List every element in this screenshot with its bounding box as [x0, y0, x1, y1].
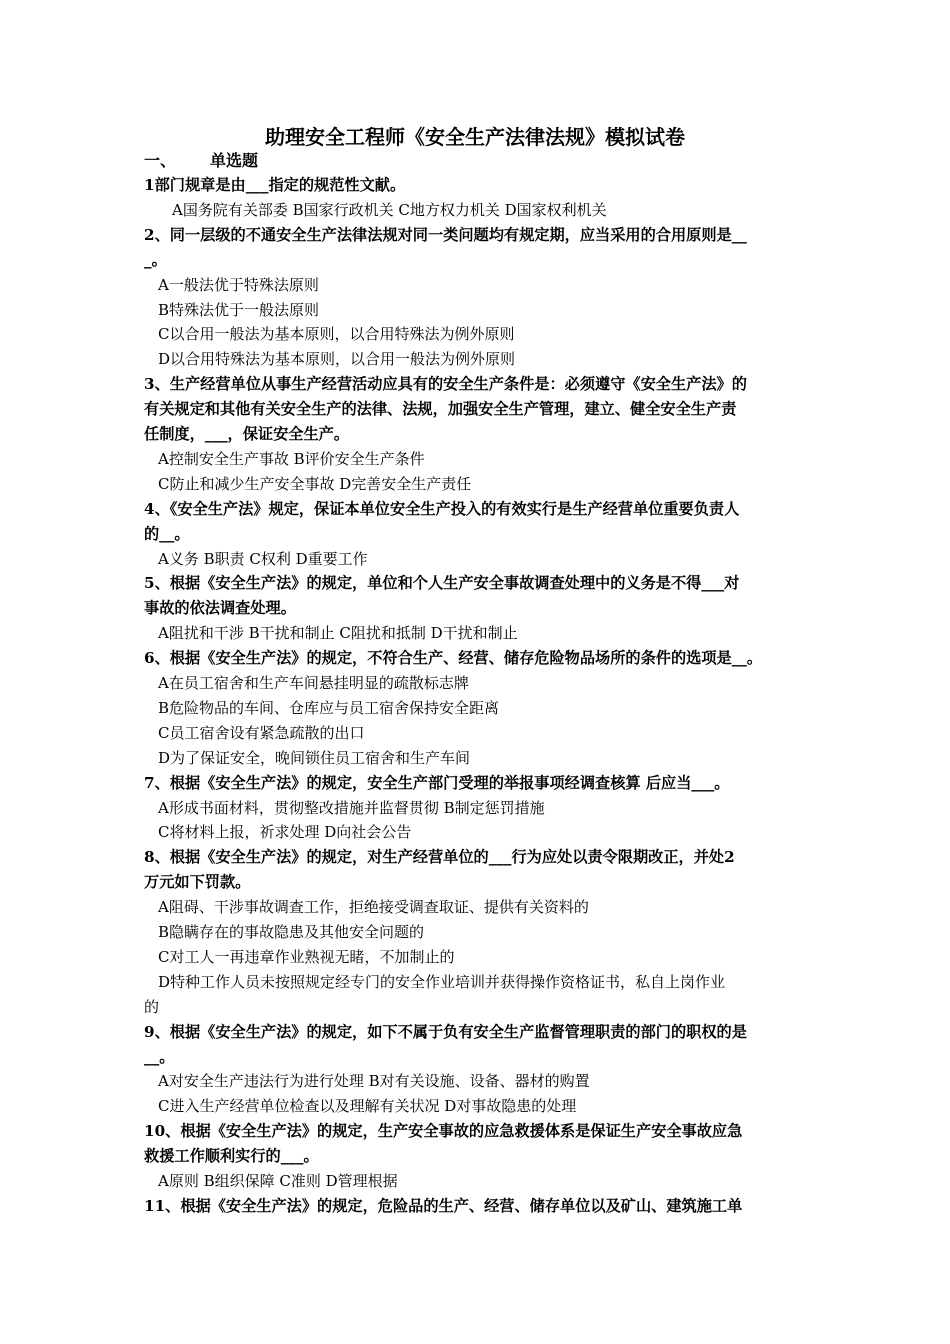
question-text: 1部门规章是由___指定的规范性文献。	[144, 176, 406, 194]
answer-options: C员工宿舍设有紧急疏散的出口	[158, 724, 365, 742]
question-text: _。	[144, 251, 167, 269]
question-text: 6、根据《安全生产法》的规定，不符合生产、经营、储存危险物品场所的条件的选项是__。	[144, 649, 763, 667]
section-heading	[144, 150, 258, 172]
answer-options: A阻扰和干涉 B干扰和制止 C阻扰和抵制 D干扰和制止	[158, 624, 518, 642]
answer-options: A一般法优于特殊法原则	[158, 276, 319, 294]
answer-options: A阻碍、干涉事故调查工作，拒绝接受调查取证、提供有关资料的	[158, 898, 589, 916]
answer-options: A形成书面材料，贯彻整改措施并监督贯彻 B制定惩罚措施	[158, 799, 545, 817]
answer-options: A国务院有关部委 B国家行政机关 C地方权力机关 D国家权利机关	[172, 201, 607, 219]
answer-options: C防止和减少生产安全事故 D完善安全生产责任	[158, 475, 472, 493]
question-text: 5、根据《安全生产法》的规定，单位和个人生产安全事故调查处理中的义务是不得___对	[144, 574, 740, 592]
page-title: 助理安全工程师《安全生产法律法规》模拟试卷	[265, 125, 685, 149]
question-text: 3、生产经营单位从事生产经营活动应具有的安全生产条件是：必须遵守《安全生产法》的	[144, 375, 747, 393]
question-text: 9、根据《安全生产法》的规定，如下不属于负有安全生产监督管理职责的部门的职权的是	[144, 1023, 747, 1041]
answer-options: D特种工作人员未按照规定经专门的安全作业培训并获得操作资格证书，私自上岗作业	[158, 973, 726, 991]
answer-options: D以合用特殊法为基本原则，以合用一般法为例外原则	[158, 350, 516, 368]
section-number: 一、	[144, 151, 177, 170]
continuation-text: 的	[144, 998, 160, 1016]
question-text: 2、同一层级的不通安全生产法律法规对同一类问题均有规定期，应当采用的合用原则是__	[144, 226, 747, 244]
answer-options: C以合用一般法为基本原则，以合用特殊法为例外原则	[158, 325, 515, 343]
question-text: 有关规定和其他有关安全生产的法律、法规，加强安全生产管理，建立、健全安全生产责	[144, 400, 737, 418]
answer-options: A原则 B组织保障 C准则 D管理根据	[158, 1172, 398, 1190]
question-text: 任制度，___，保证安全生产。	[144, 425, 350, 443]
answer-options: D为了保证安全，晚间锁住员工宿舍和生产车间	[158, 749, 471, 767]
answer-options: C将材料上报，祈求处理 D向社会公告	[158, 823, 412, 841]
answer-options: B危险物品的车间、仓库应与员工宿舍保持安全距离	[158, 699, 500, 717]
question-text: 7、根据《安全生产法》的规定，安全生产部门受理的举报事项经调查核算 后应当___。	[144, 774, 730, 792]
answer-options: A在员工宿舍和生产车间悬挂明显的疏散标志牌	[158, 674, 469, 692]
question-text: 11、根据《安全生产法》的规定，危险品的生产、经营、储存单位以及矿山、建筑施工单	[144, 1197, 743, 1215]
question-text: 事故的依法调查处理。	[144, 599, 296, 617]
answer-options: C对工人一再违章作业熟视无睹，不加制止的	[158, 948, 455, 966]
answer-options: B隐瞒存在的事故隐患及其他安全问题的	[158, 923, 425, 941]
answer-options: A控制安全生产事故 B评价安全生产条件	[158, 450, 425, 468]
question-text: 4、《安全生产法》规定，保证本单位安全生产投入的有效实行是生产经营单位重要负责人	[144, 500, 740, 518]
section-label: 单选题	[210, 151, 259, 170]
answer-options: A义务 B职责 C权利 D重要工作	[158, 550, 368, 568]
question-text: 10、根据《安全生产法》的规定，生产安全事故的应急救援体系是保证生产安全事故应急	[144, 1122, 743, 1140]
answer-options: B特殊法优于一般法原则	[158, 301, 320, 319]
answer-options: A对安全生产违法行为进行处理 B对有关设施、设备、器材的购置	[158, 1072, 590, 1090]
question-text: __。	[144, 1048, 175, 1066]
question-text: 万元如下罚款。	[144, 873, 251, 891]
question-text: 8、根据《安全生产法》的规定，对生产经营单位的___行为应处以责令限期改正，并处2	[144, 848, 735, 866]
question-text: 的__。	[144, 525, 190, 543]
answer-options: C进入生产经营单位检查以及理解有关状况 D对事故隐患的处理	[158, 1097, 577, 1115]
question-text: 救援工作顺利实行的___。	[144, 1147, 319, 1165]
